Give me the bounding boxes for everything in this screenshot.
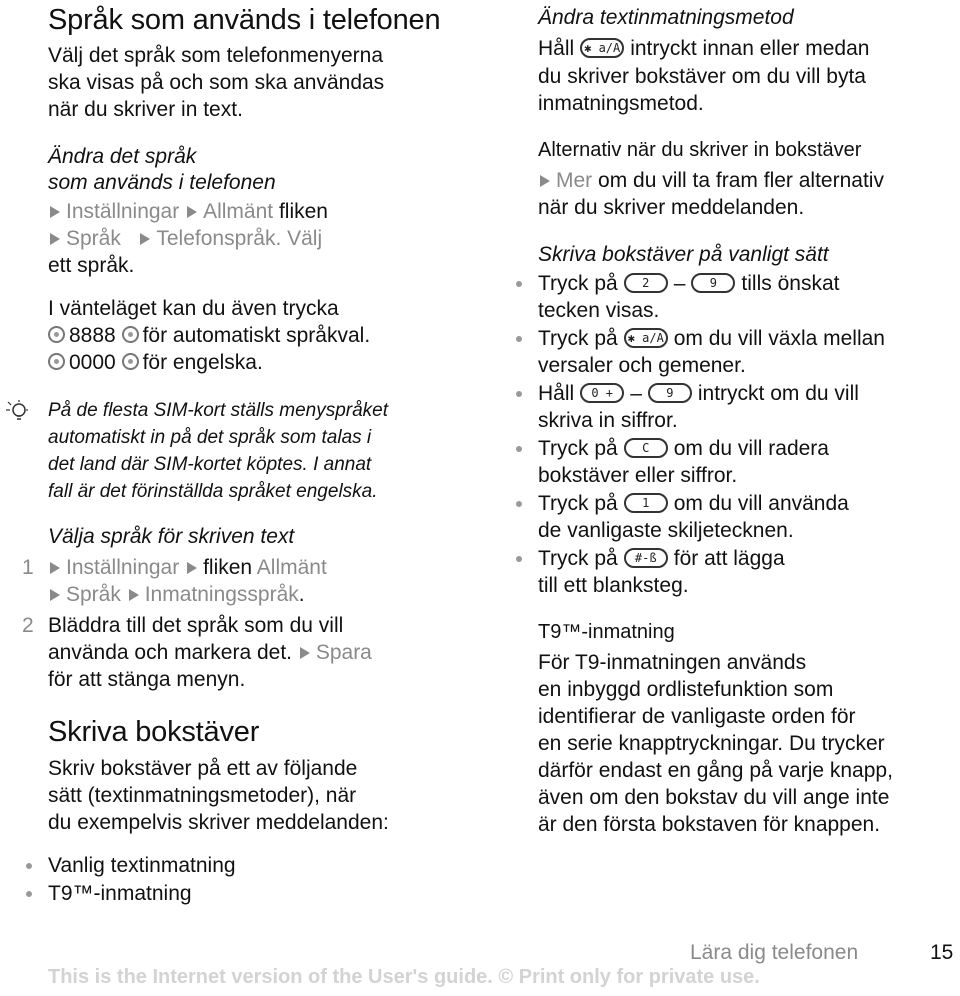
t9-line-1: För T9-inmatningen används [538,651,807,674]
path-text: . [298,583,305,606]
arrow-icon [129,589,139,601]
menu-link-general: Allmänt [203,200,274,223]
text: Håll [538,382,575,405]
step-2-line-1 [22,612,344,640]
menu-link-language: Språk [66,227,121,250]
alternatives-line-2: när du skriver meddelanden. [538,196,805,219]
t9-line-5: därför endast en gång på varje knapp, [538,759,893,782]
text: Tryck på [538,272,618,295]
english-text: för engelska. [142,351,263,374]
tip-line-4: fall är det förinställda språket engelska. [48,481,378,502]
star-key-icon: ✱ a/A [624,328,668,348]
key-1-icon: 1 [624,493,668,513]
alternatives-heading: Alternativ när du skriver in bokstäver [538,139,862,161]
menu-link-input-language: Inmatningsspråk [144,583,299,606]
arrow-icon [187,562,197,574]
method-item [48,880,192,908]
bullet-item [538,325,885,353]
path-text: fliken [278,200,328,223]
bullet-item [538,270,839,298]
bullet-item-cont: tecken visas. [538,299,660,322]
path-line-1 [48,198,328,226]
intro-line-1: Välj det språk som telefonmenyerna [48,44,384,67]
arrow-icon [50,233,60,245]
arrow-icon [187,206,197,218]
t9-heading: T9™-inmatning [538,621,675,643]
footer-watermark: This is the Internet version of the User's guide. © Print only for private use. [48,966,760,988]
clear-key-icon: C [624,438,668,458]
method-label: T9™-inmatning [48,882,192,905]
arrow-icon [300,647,310,659]
text: intryckt om du vill [697,382,859,405]
text: om du vill växla mellan [673,327,885,350]
navigation-key-icon [122,353,139,370]
menu-link-more: Mer [556,169,593,192]
text: Håll [538,37,575,60]
text: om du vill radera [673,437,829,460]
standby-line-2 [48,322,370,350]
text: Tryck på [538,547,618,570]
key-9-icon: 9 [691,273,735,293]
step-text: använda och markera det. [48,641,292,664]
change-heading-1: Ändra det språk [48,145,197,168]
standby-line-1: I vänteläget kan du även trycka [48,297,339,320]
step-2-line-3: för att stänga menyn. [48,668,246,691]
alternatives-line-1 [538,167,884,195]
written-language-heading: Välja språk för skriven text [48,525,295,548]
key-0-icon: 0 + [580,383,624,403]
step-1-line-1 [22,554,327,582]
intro-line-2: ska visas på och som ska användas [48,71,385,94]
navigation-key-icon [48,326,65,343]
menu-link-general: Allmänt [256,556,327,579]
bullet-icon [26,863,32,869]
t9-line-4: en serie knapptryckningar. Du trycker [538,732,885,755]
text: för att lägga [673,547,785,570]
path-text: fliken [203,556,253,579]
navigation-key-icon [122,326,139,343]
text: tills önskat [741,272,840,295]
text: Tryck på [538,437,618,460]
arrow-icon [540,175,550,187]
bullet-icon [516,556,522,562]
standby-line-3 [48,349,263,377]
bullet-icon [516,281,522,287]
bullet-icon [516,336,522,342]
change-method-line-1 [538,35,869,63]
key-9-icon: 9 [648,383,692,403]
letters-intro-3: du exempelvis skriver meddelanden: [48,811,389,834]
intro-line-3: när du skriver in text. [48,98,243,121]
bullet-item [538,380,859,408]
bullet-icon [26,891,32,897]
text: om du vill ta fram fler alternativ [598,169,884,192]
bullet-item [538,490,849,518]
normal-input-heading: Skriva bokstäver på vanligt sätt [538,243,829,266]
arrow-icon [50,589,60,601]
text: intryckt innan eller medan [630,37,870,60]
tip-line-2: automatiskt in på det språk som talas i [48,427,372,448]
letters-intro-1: Skriv bokstäver på ett av följande [48,757,358,780]
section-title-language: Språk som används i telefonen [48,4,441,36]
path-text: . Välj [275,227,323,250]
arrow-icon [50,206,60,218]
t9-line-3: identifierar de vanligaste orden för [538,705,856,728]
bullet-item [538,545,785,573]
step-text: Bläddra till det språk som du vill [48,614,344,637]
arrow-icon [140,233,150,245]
navigation-key-icon [48,353,65,370]
arrow-icon [50,562,60,574]
page-number: 15 [930,941,954,964]
auto-text: för automatiskt språkval. [142,324,371,347]
menu-link-language: Språk [66,583,121,606]
code-english: 0000 [69,351,116,374]
t9-line-7: är den första bokstaven för knappen. [538,813,881,836]
code-auto: 8888 [69,324,116,347]
bullet-icon [516,391,522,397]
letters-intro-2: sätt (textinmatningsmetoder), när [48,784,357,807]
bullet-item-cont: bokstäver eller siffror. [538,464,738,487]
change-method-line-3: inmatningsmetod. [538,92,704,115]
tip-line-3: det land där SIM-kortet köptes. I annat [48,454,372,475]
text: – [630,382,642,405]
star-key-icon: ✱ a/A [580,38,624,58]
text: Tryck på [538,492,618,515]
t9-line-2: en inbyggd ordlistefunktion som [538,678,834,701]
key-2-icon: 2 [624,273,668,293]
section-title-letters: Skriva bokstäver [48,716,260,748]
bullet-item-cont: skriva in siffror. [538,409,678,432]
menu-link-phone-language: Telefonspråk [156,227,276,250]
step-number: 2 [22,614,34,637]
text: Tryck på [538,327,618,350]
text: om du vill använda [673,492,849,515]
method-label: Vanlig textinmatning [48,854,236,877]
step-2-line-2 [48,639,372,667]
step-number: 1 [22,556,34,579]
bullet-icon [516,446,522,452]
bullet-icon [516,501,522,507]
change-method-line-2: du skriver bokstäver om du vill byta [538,65,866,88]
bullet-item-cont: versaler och gemener. [538,354,746,377]
footer-chapter-title: Lära dig telefonen [690,941,859,964]
tip-lightbulb-icon [4,400,30,424]
step-1-line-2 [48,581,305,609]
change-method-heading: Ändra textinmatningsmetod [538,6,794,29]
method-item [48,852,236,880]
path-line-2 [48,225,322,253]
menu-link-save: Spara [315,641,372,664]
menu-link-settings: Inställningar [66,556,180,579]
tip-line-1: På de flesta SIM-kort ställs menyspråket [48,400,389,421]
bullet-item [538,435,829,463]
change-heading-2: som används i telefonen [48,171,276,194]
bullet-item-cont: de vanligaste skiljetecknen. [538,519,794,542]
text: – [673,272,686,295]
bullet-item-cont: till ett blanksteg. [538,574,689,597]
hash-key-icon: #-ß [624,548,668,568]
menu-link-settings: Inställningar [66,200,180,223]
t9-line-6: även om den bokstav du vill ange inte [538,786,890,809]
path-line-3: ett språk. [48,254,135,277]
